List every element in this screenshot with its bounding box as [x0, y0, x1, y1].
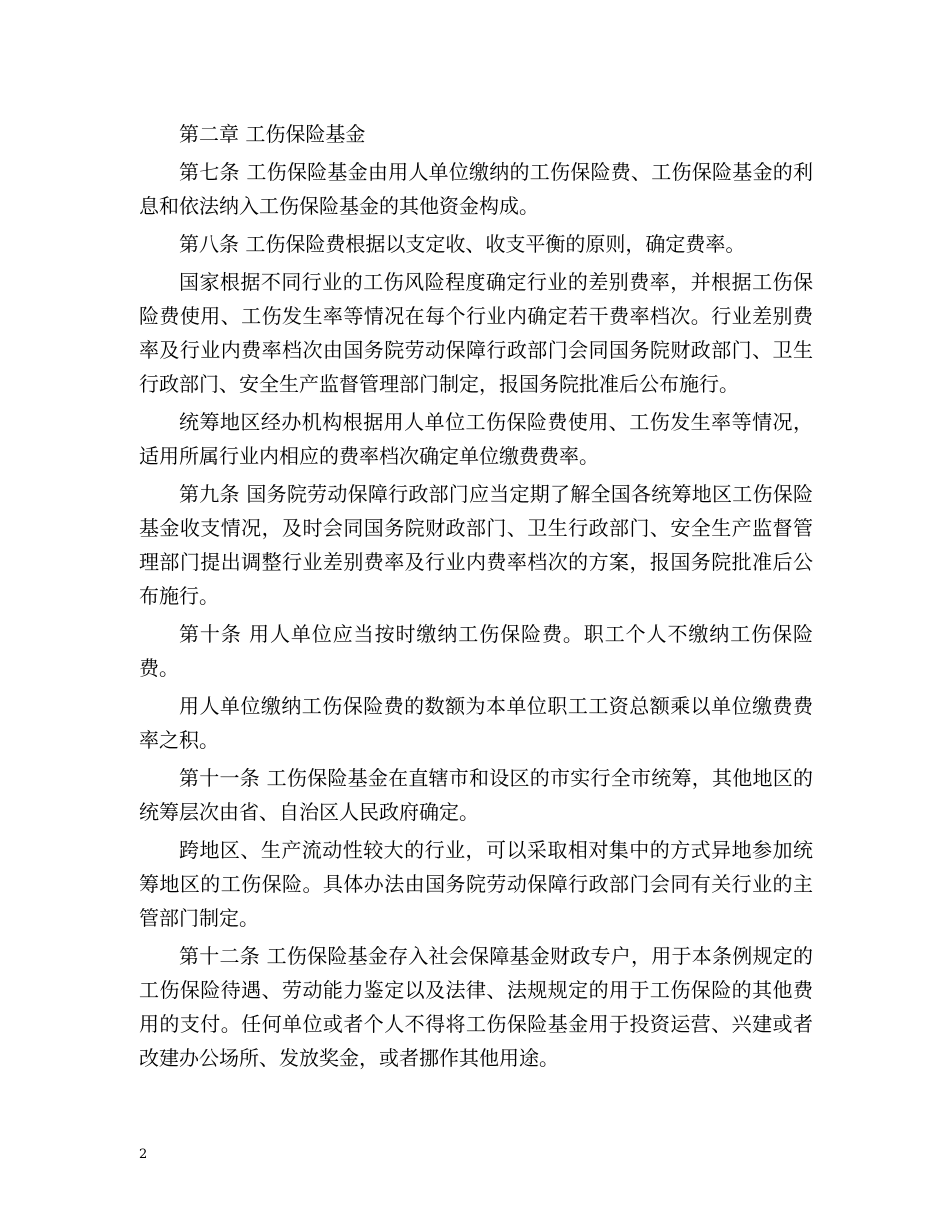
- paragraph-article-11: 第十一条 工伤保险基金在直辖市和设区的市实行全市统筹，其他地区的统筹层次由省、自治区人民政府确定。: [139, 766, 813, 824]
- paragraph-article-7: 第七条 工伤保险基金由用人单位缴纳的工伤保险费、工伤保险基金的利息和依法纳入工伤保险基金的其他资金构成。: [139, 160, 813, 218]
- paragraph-rate-setting: 国家根据不同行业的工伤风险程度确定行业的差别费率，并根据工伤保险费使用、工伤发生率等情况在每个行业内确定若干费率档次。行业差别费率及行业内费率档次由国务院劳动保障行政部门会同国务院财政部门、卫生行政部门、安全生产监督管理部门制定，报国务院批准后公布施行。: [139, 270, 813, 396]
- document-body: [139, 117, 813, 1079]
- page-number: 2: [139, 1147, 148, 1162]
- paragraph-agency-rate: 统筹地区经办机构根据用人单位工伤保险费使用、工伤发生率等情况，适用所属行业内相应的费率档次确定单位缴费费率。: [139, 410, 813, 468]
- paragraph-payment-amount: 用人单位缴纳工伤保险费的数额为本单位职工工资总额乘以单位缴费费率之积。: [139, 694, 813, 752]
- chapter-title: 第二章 工伤保险基金: [179, 122, 366, 146]
- paragraph-article-9: 第九条 国务院劳动保障行政部门应当定期了解全国各统筹地区工伤保险基金收支情况，及时会同国务院财政部门、卫生行政部门、安全生产监督管理部门提出调整行业差别费率及行业内费率档次的方案，报国务院批准后公布施行。: [139, 482, 813, 608]
- paragraph-cross-region: 跨地区、生产流动性较大的行业，可以采取相对集中的方式异地参加统筹地区的工伤保险。具体办法由国务院劳动保障行政部门会同有关行业的主管部门制定。: [139, 838, 813, 930]
- paragraph-article-8: 第八条 工伤保险费根据以支定收、收支平衡的原则，确定费率。: [179, 232, 746, 256]
- paragraph-article-10: 第十条 用人单位应当按时缴纳工伤保险费。职工个人不缴纳工伤保险费。: [139, 622, 813, 680]
- paragraph-article-12: 第十二条 工伤保险基金存入社会保障基金财政专户，用于本条例规定的工伤保险待遇、劳动能力鉴定以及法律、法规规定的用于工伤保险的其他费用的支付。任何单位或者个人不得将工伤保险基金用于投资运营、兴建或者改建办公场所、发放奖金，或者挪作其他用途。: [139, 944, 813, 1070]
